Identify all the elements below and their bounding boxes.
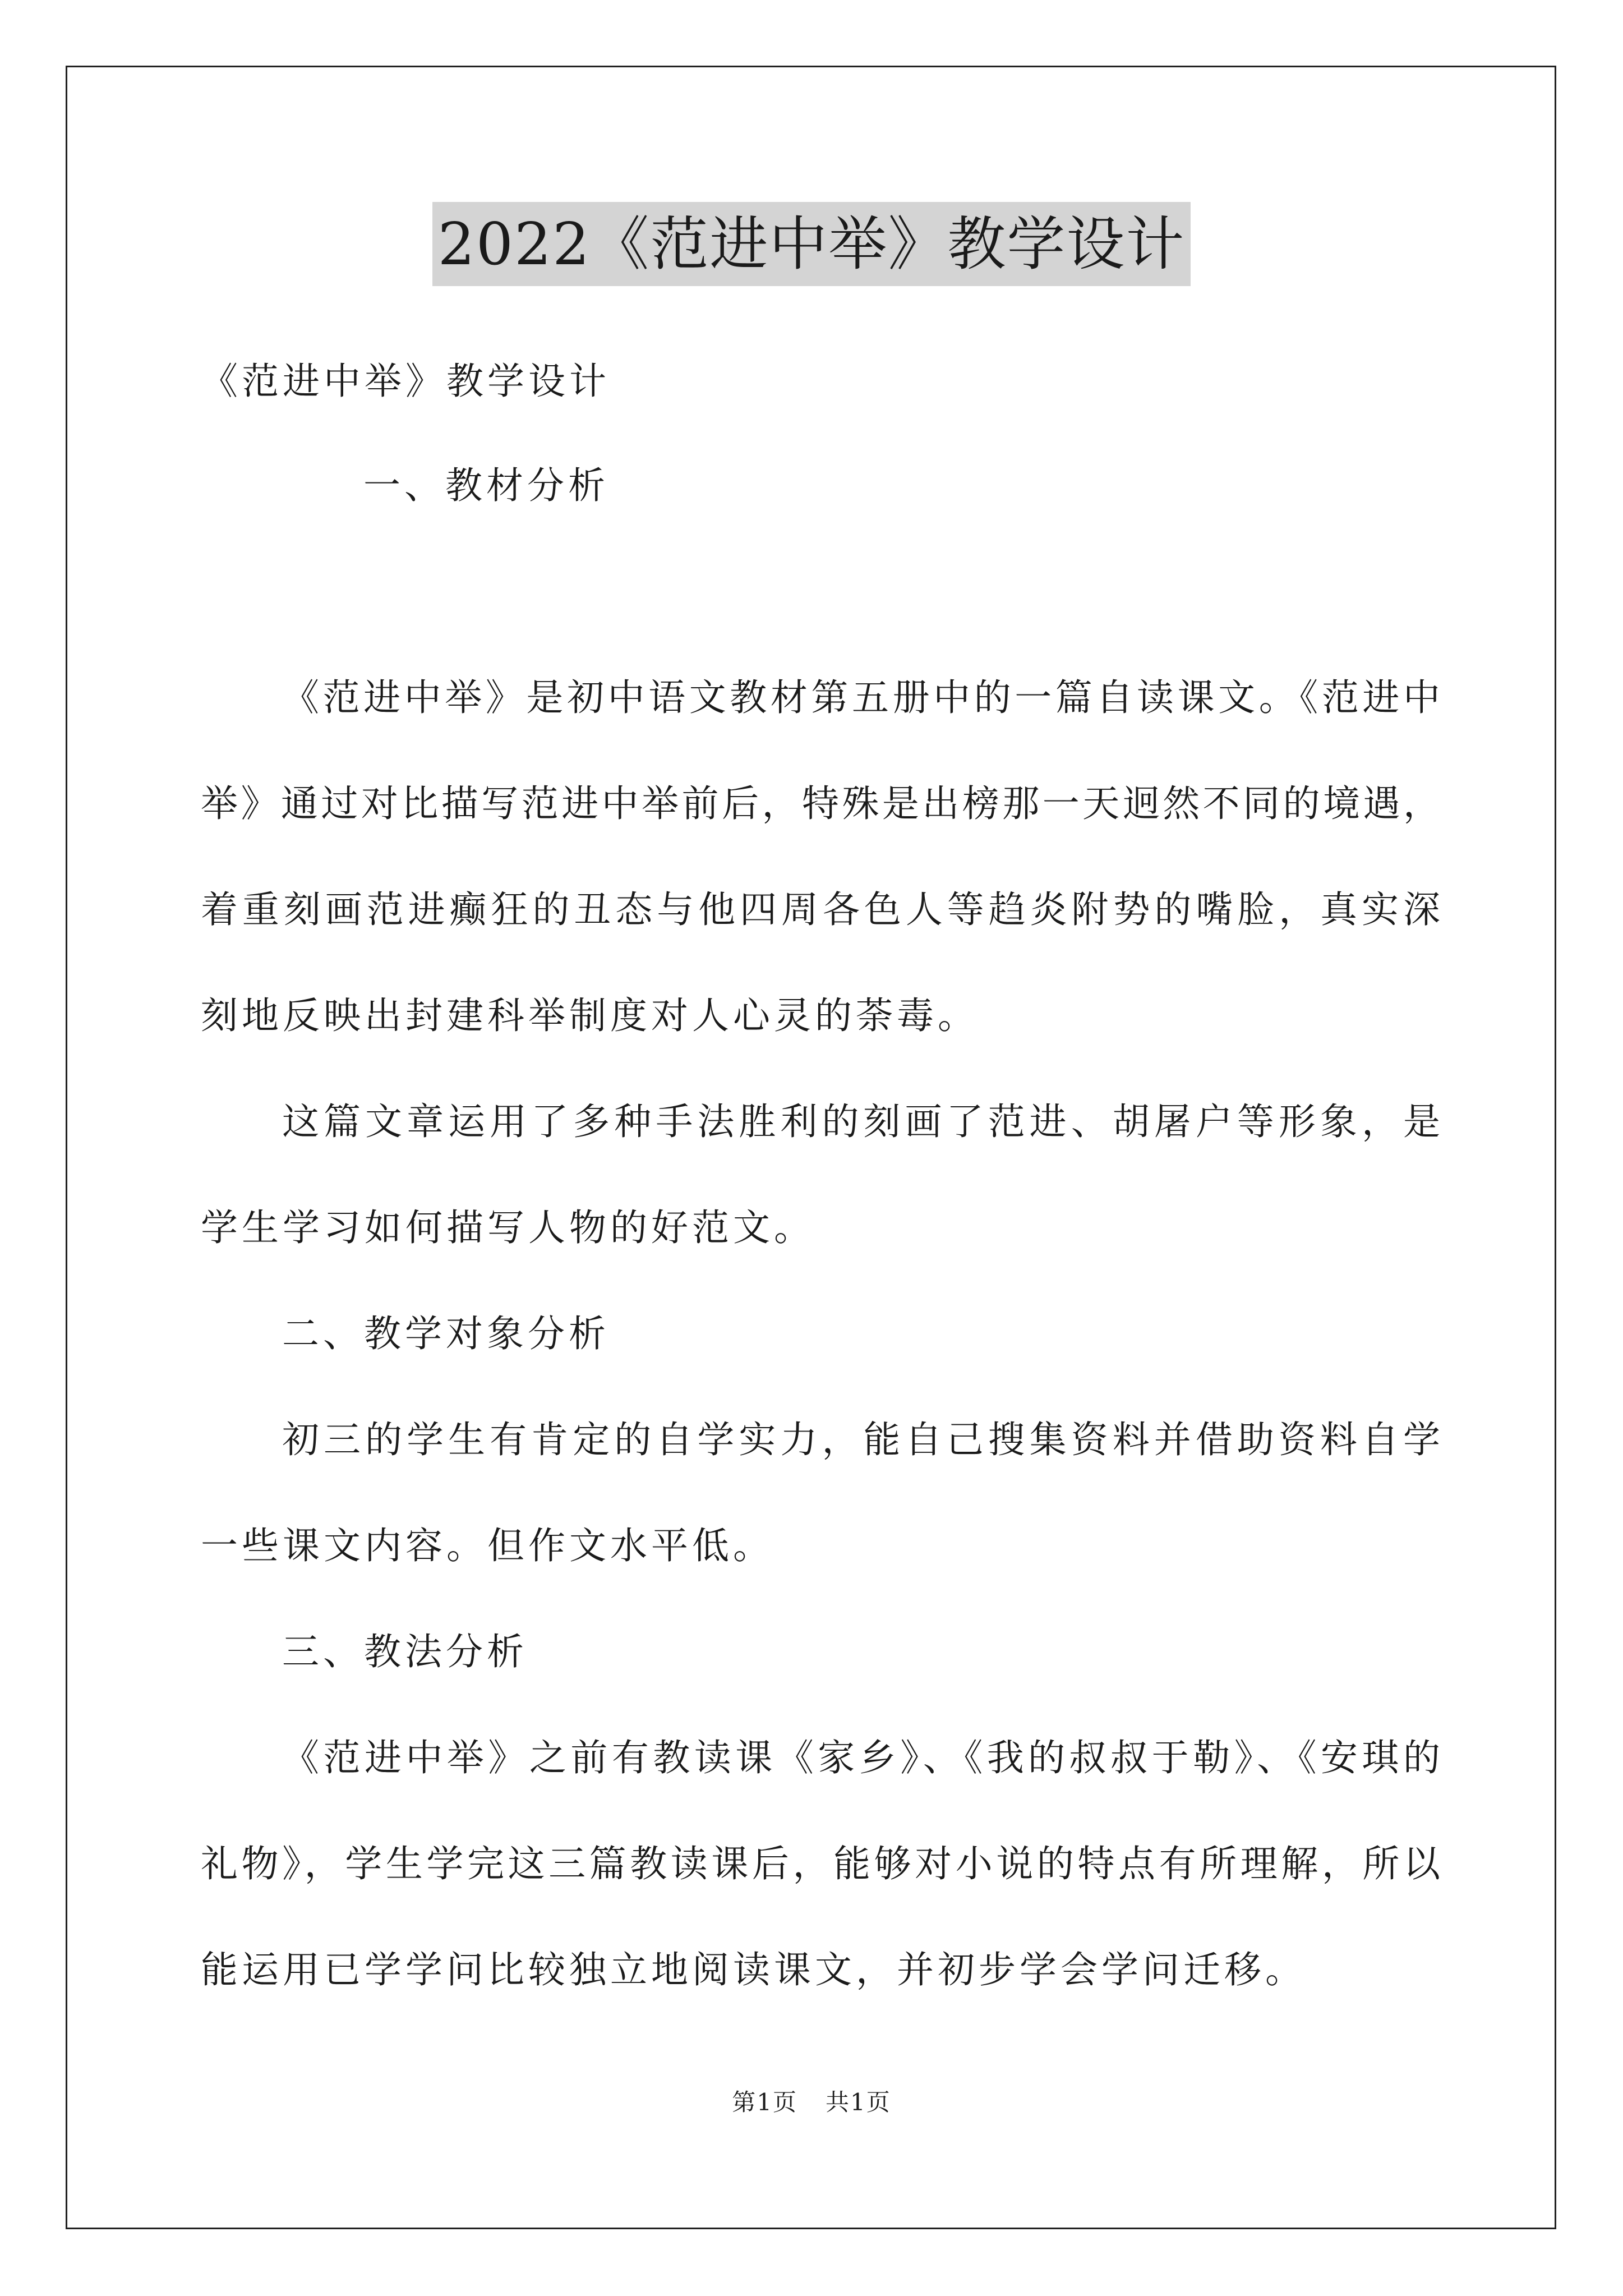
- paragraph-line: 礼物》，学生学完这三篇教读课后，能够对小说的特点有所理解，所以: [201, 1842, 1440, 1885]
- paragraph-line: 刻地反映出封建科举制度对人心灵的荼毒。: [201, 994, 979, 1037]
- document-title-text: 2022《范进中举》教学设计: [432, 202, 1191, 286]
- paragraph-line: 《范进中举》之前有教读课《家乡》、《我的叔叔于勒》、《安琪的: [282, 1736, 1440, 1779]
- section-heading-3: 三、教法分析: [282, 1630, 528, 1673]
- paragraph-line: 这篇文章运用了多种手法胜利的刻画了范进、胡屠户等形象，是: [282, 1100, 1440, 1143]
- paragraph-line: 学生学习如何描写人物的好范文。: [201, 1206, 815, 1249]
- document-subtitle: 《范进中举》教学设计: [201, 360, 610, 403]
- paragraph-line: 初三的学生有肯定的自学实力，能自己搜集资料并借助资料自学: [282, 1418, 1440, 1461]
- document-title: [0, 202, 1623, 286]
- section-heading-1: 一、教材分析: [363, 464, 609, 507]
- page-footer: [0, 2087, 1623, 2118]
- paragraph-line: 《范进中举》是初中语文教材第五册中的一篇自读课文。《范进中: [282, 676, 1440, 719]
- paragraph-line: 能运用已学学问比较独立地阅读课文，并初步学会学问迁移。: [201, 1948, 1306, 1991]
- paragraph-line: 举》通过对比描写范进中举前后，特殊是出榜那一天迥然不同的境遇，: [201, 782, 1440, 825]
- page-number-total: 共1页: [826, 2088, 891, 2116]
- paragraph-line: 着重刻画范进癫狂的丑态与他四周各色人等趋炎附势的嘴脸，真实深: [201, 888, 1440, 931]
- paragraph-line: 一些课文内容。但作文水平低。: [201, 1524, 774, 1567]
- page-number-current: 第1页: [732, 2088, 797, 2116]
- section-heading-2: 二、教学对象分析: [282, 1312, 610, 1355]
